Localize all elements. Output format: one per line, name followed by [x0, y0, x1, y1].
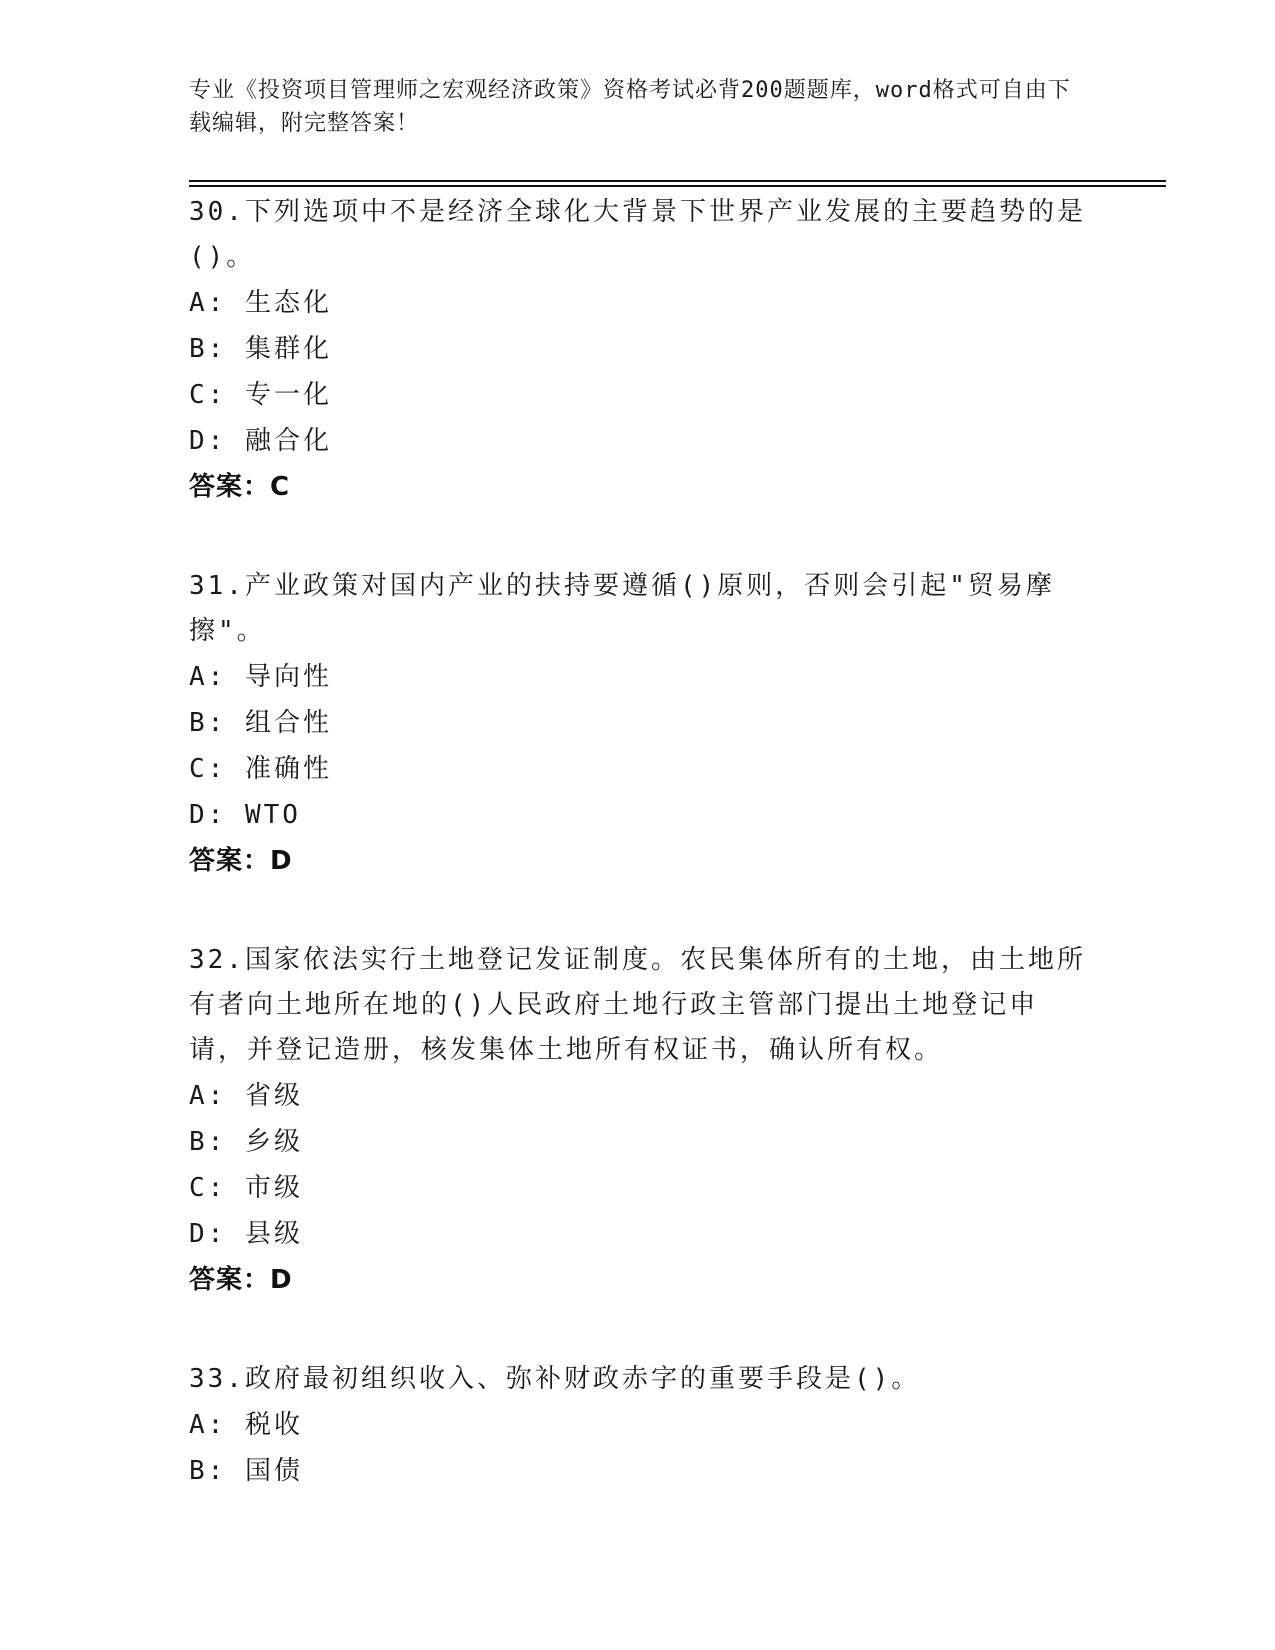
option-c: C: 市级	[189, 1173, 303, 1203]
option-b: B: 组合性	[189, 708, 332, 738]
answer: 答案：C	[189, 472, 291, 502]
question-32	[189, 938, 1089, 1303]
question-31	[189, 564, 1089, 884]
option-a: A: 省级	[189, 1081, 303, 1111]
answer: 答案：D	[189, 846, 293, 876]
question-stem: 32.国家依法实行土地登记发证制度。农民集体所有的土地，由土地所有者向土地所在地的()人民政府土地行政主管部门提出土地登记申请，并登记造册，核发集体土地所有权证书，确认所有权。	[189, 945, 1086, 1065]
option-b: B: 集群化	[189, 334, 332, 364]
question-stem: 30.下列选项中不是经济全球化大背景下世界产业发展的主要趋势的是()。	[189, 197, 1086, 272]
option-a: A: 税收	[189, 1410, 303, 1440]
question-33	[189, 1357, 1089, 1494]
option-a: A: 导向性	[189, 662, 332, 692]
option-c: C: 专一化	[189, 380, 332, 410]
document-header: 专业《投资项目管理师之宏观经济政策》资格考试必背200题题库，word格式可自由下载编辑，附完整答案！	[189, 78, 1071, 136]
header-rule-top	[189, 180, 1166, 182]
option-b: B: 国债	[189, 1456, 303, 1486]
question-stem: 33.政府最初组织收入、弥补财政赤字的重要手段是()。	[189, 1364, 921, 1394]
option-a: A: 生态化	[189, 288, 332, 318]
option-c: C: 准确性	[189, 754, 332, 784]
option-d: D: 县级	[189, 1219, 303, 1249]
answer: 答案：D	[189, 1265, 293, 1295]
question-30	[189, 190, 1089, 510]
question-list	[189, 190, 1089, 1548]
header-rule-bottom	[189, 185, 1166, 187]
option-d: D: 融合化	[189, 426, 332, 456]
question-stem: 31.产业政策对国内产业的扶持要遵循()原则，否则会引起"贸易摩擦"。	[189, 571, 1055, 646]
option-b: B: 乡级	[189, 1127, 303, 1157]
option-d: D: WTO	[189, 800, 301, 830]
